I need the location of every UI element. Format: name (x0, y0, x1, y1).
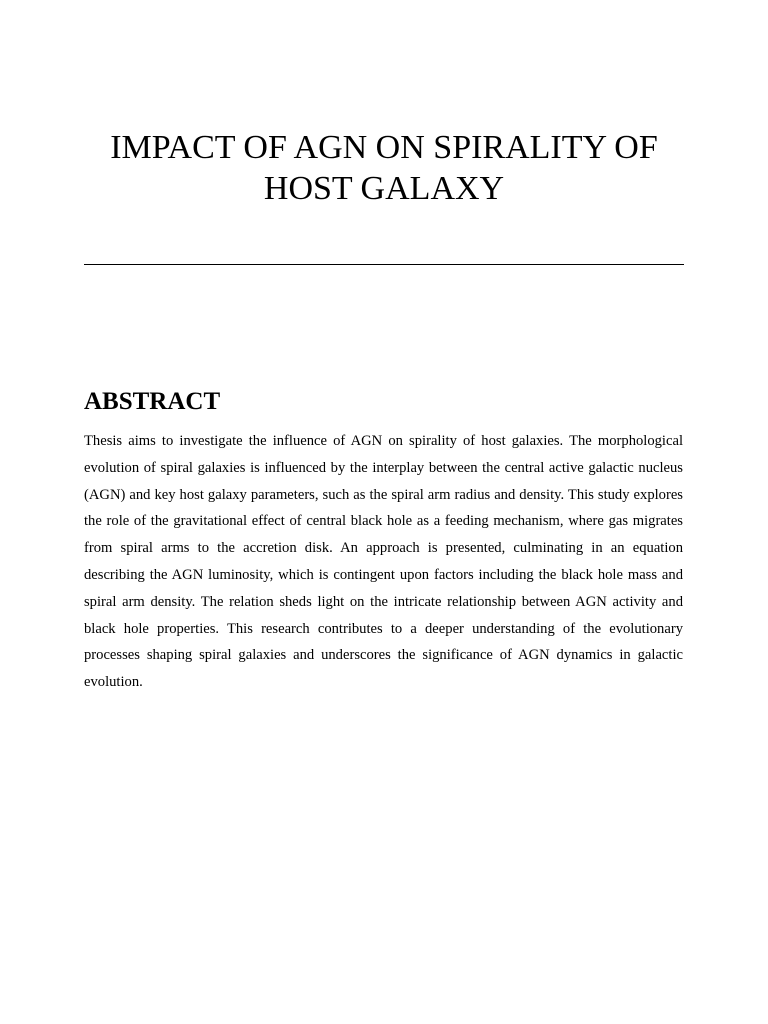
abstract-heading: ABSTRACT (84, 388, 221, 415)
title-divider (84, 264, 684, 265)
abstract-paragraph: Thesis aims to investigate the influence of AGN on spirality of host galaxies. The morphological evolution of spiral galaxies is influenced by the interplay between the central active galactic nucleus (AGN) and key host galaxy parameters, such as the spiral arm radius and density. This study explores the role of the gravitational effect of central black hole as a feeding mechanism, where gas migrates from spiral arms to the accretion disk. An approach is presented, culminating in an equation describing the AGN luminosity, which is contingent upon factors including the black hole mass and spiral arm density. The relation sheds light on the intricate relationship between AGN activity and black hole properties. This research contributes to a deeper understanding of the evolutionary processes shaping spiral galaxies and underscores the significance of AGN dynamics in galactic evolution. (84, 433, 683, 691)
document-title: IMPACT OF AGN ON SPIRALITY OF HOST GALAXY (110, 129, 658, 207)
